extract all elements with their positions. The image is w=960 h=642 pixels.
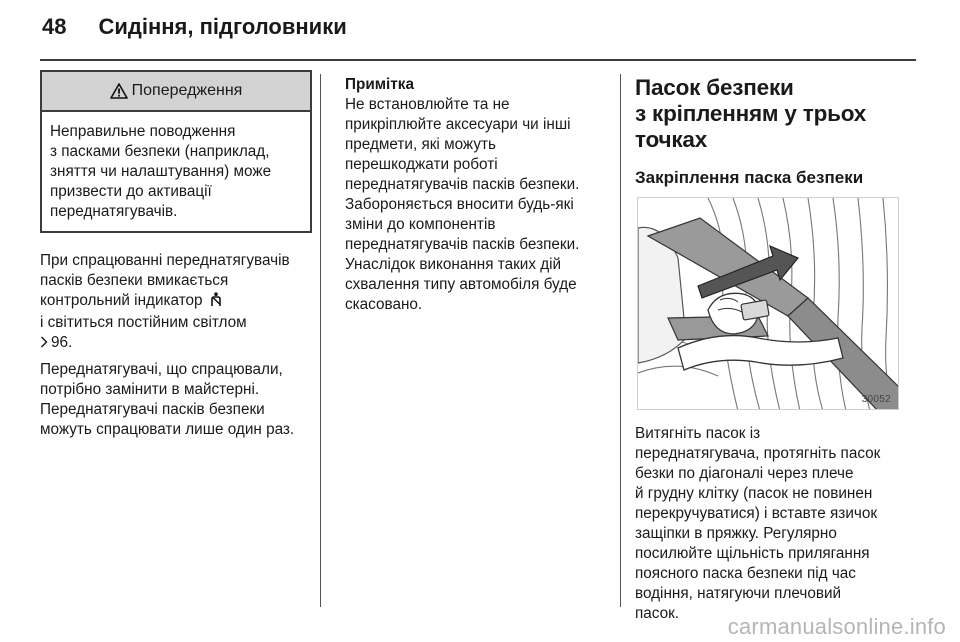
replace-paragraph [40,360,312,440]
text-line: водіння, натягуючи плечовий [635,585,842,602]
section-subheading: Закріплення паска безпеки [635,168,864,187]
text-line: пасків безпеки вмикається [40,272,229,289]
text-span: контрольний індикатор [40,292,203,309]
warning-triangle-icon [110,83,128,99]
text-line: Витягніть пасок із [635,425,761,442]
text-line: защіпки в пряжку. Регулярно [635,525,837,542]
warning-line: призвести до активації [50,183,212,200]
text-line: безки по діагоналі через плече [635,465,854,482]
warning-line: зняття чи налаштування) може [50,163,272,180]
text-line [40,333,312,354]
note-line: переднатягувачів пасків безпеки. [345,176,580,193]
heading-line: точках [635,127,708,152]
text-line: переднатягувача, протягніть пасок [635,445,881,462]
heading-line: з кріпленням у трьох [635,101,867,126]
seatbelt-illustration [637,197,899,410]
text-line: посилюйте щільність прилягання [635,545,870,562]
text-line: потрібно замінити в майстерні. [40,381,260,398]
text-line: пасок. [635,605,680,622]
tensioner-paragraph [40,251,312,354]
page-header [42,14,347,54]
note-line: скасовано. [345,296,423,313]
note-line: прикріплюйте аксесуари чи інші [345,116,571,133]
section-heading [635,75,905,153]
column-divider-right [620,74,621,607]
text-line: й грудну клітку (пасок не повинен [635,485,873,502]
warning-line: з пасками безпеки (наприклад, [50,143,270,160]
note-heading: Примітка [345,76,414,93]
note-line: переднатягувачів пасків безпеки. [345,236,580,253]
text-line: поясного паска безпеки під час [635,565,856,582]
column-left [40,70,312,440]
note-line: схвалення типу автомобіля буде [345,276,577,293]
text-line: Переднатягувачі пасків безпеки [40,401,265,418]
warning-line: Неправильне поводження [50,123,236,140]
warning-title: Попередження [131,82,243,99]
note-line: зміни до компонентів [345,216,496,233]
text-line: і світиться постійним світлом [40,314,247,331]
text-line: можуть спрацювати лише один раз. [40,421,295,438]
column-middle [345,75,605,315]
note-line: Забороняється вносити будь-які [345,196,574,213]
arrow-reference-icon [40,334,48,354]
page-title: Сидіння, підголовники [98,14,347,39]
watermark: carmanualsonline.info [727,614,946,639]
warning-line: переднатягувачів. [50,203,178,220]
fasten-instructions [635,424,910,624]
header-rule [40,59,916,61]
warning-header [42,72,310,112]
seatbelt-tensioner-icon [209,292,223,313]
text-line: перекручуватися) і вставте язичок [635,505,878,522]
text-line [40,291,312,313]
note-line: Унаслідок виконання таких дій [345,256,562,273]
figure-number: 30052 [861,394,891,405]
column-right [635,75,905,189]
page-reference[interactable]: 96. [51,334,73,351]
text-line: При спрацюванні переднатягувачів [40,252,290,269]
heading-line: Пасок безпеки [635,75,794,100]
note-line: предмети, які можуть [345,136,496,153]
page-number: 48 [42,14,67,39]
warning-body [42,112,310,231]
column-divider-left [320,74,321,607]
text-line: Переднатягувачі, що спрацювали, [40,361,283,378]
warning-box [40,70,312,233]
note-line: Не встановлюйте та не [345,96,510,113]
seatbelt-drawing [638,198,899,410]
note-line: перешкоджати роботі [345,156,498,173]
